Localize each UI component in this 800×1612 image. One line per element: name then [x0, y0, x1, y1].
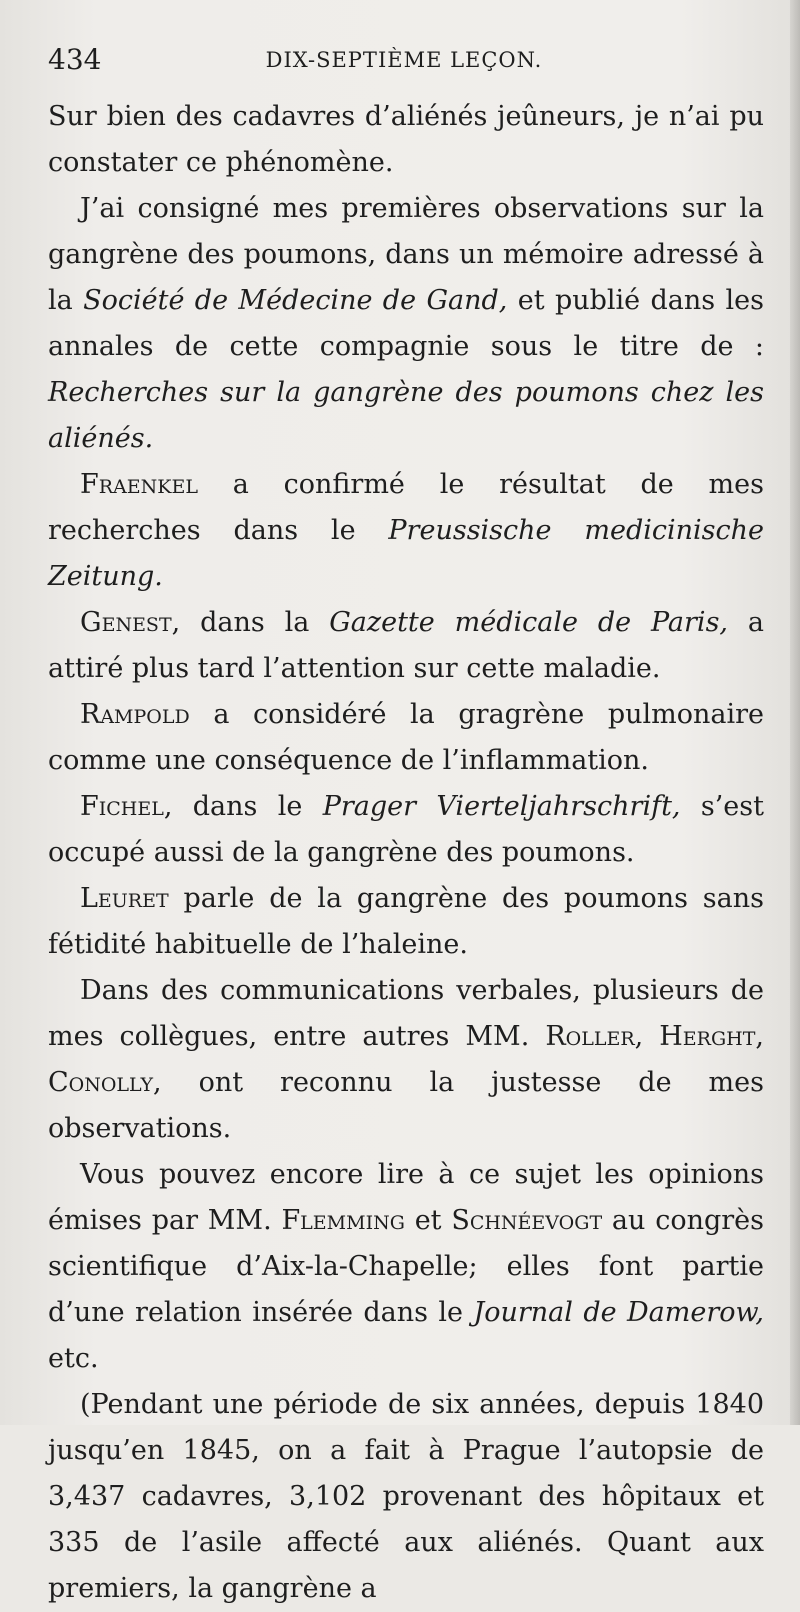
paragraph-text: ,	[755, 1021, 764, 1052]
journal-title: Journal de Damerow,	[473, 1297, 764, 1328]
running-head: DIX-SEPTIÈME LEÇON.	[265, 48, 543, 72]
author-name: Genest	[80, 607, 172, 638]
paragraph-text: au congrès scientifique d’Aix-la-Chapelle; elles font partie d’une relation insérée dans le	[48, 1205, 764, 1328]
author-name: Fraenkel	[80, 469, 198, 500]
paragraph-5	[48, 692, 764, 784]
paragraph-text: Dans des communications verbales, plusieurs de mes collègues, entre autres MM.	[48, 975, 764, 1052]
paragraph-text: ,	[634, 1021, 660, 1052]
paragraph-text: , dans le	[163, 791, 323, 822]
author-name: Fichel	[80, 791, 164, 822]
paragraph-text: , ont reconnu la justesse de mes observations.	[48, 1067, 764, 1144]
paragraph-1	[48, 94, 764, 186]
paragraph-10	[48, 1382, 764, 1612]
page-header	[48, 40, 760, 80]
journal-title: Société de Médecine de Gand,	[83, 285, 508, 316]
paragraph-2	[48, 186, 764, 462]
author-name: Roller	[545, 1021, 635, 1052]
paragraph-text: a attiré plus tard l’attention sur cette maladie.	[48, 607, 764, 684]
paragraph-text: a considéré la gragrène pulmonaire comme une conséquence de l’inflammation.	[48, 699, 764, 776]
paragraph-4	[48, 600, 764, 692]
journal-title: Gazette médicale de Paris,	[329, 607, 729, 638]
paragraph-text: Sur bien des cadavres d’aliénés jeûneurs, je n’ai pu constater ce phénomène.	[48, 101, 764, 178]
paragraph-6	[48, 784, 764, 876]
page-number: 434	[48, 43, 102, 76]
author-name: Leuret	[80, 883, 169, 914]
paragraph-text: parle de la gangrène des poumons sans fétidité habituelle de l’haleine.	[48, 883, 764, 960]
paragraph-text: s’est occupé aussi de la gangrène des poumons.	[48, 791, 764, 868]
author-name: Schnéevogt	[451, 1205, 603, 1236]
journal-title: Prager Vierteljahrschrift,	[322, 791, 681, 822]
paragraph-3	[48, 462, 764, 600]
paragraph-8	[48, 968, 764, 1152]
journal-title: Preussische medicinische Zeitung.	[48, 515, 764, 592]
paragraph-text: et publié dans les annales de cette compagnie sous le titre de :	[48, 285, 764, 362]
memoir-title: Recherches sur la gangrène des poumons chez les aliénés.	[48, 377, 764, 454]
paragraph-text: et	[404, 1205, 452, 1236]
body-text	[48, 94, 764, 1612]
page-edge-shadow	[790, 0, 800, 1425]
paragraph-7	[48, 876, 764, 968]
author-name: Rampold	[80, 699, 190, 730]
paragraph-text: a confirmé le résultat de mes recherches dans le	[48, 469, 764, 546]
author-name: Herght	[659, 1021, 756, 1052]
paragraph-text: Vous pouvez encore lire à ce sujet les opinions émises par MM.	[48, 1159, 764, 1236]
author-name: Conolly	[48, 1067, 153, 1098]
paragraph-text: J’ai consigné mes premières observations sur la gangrène des poumons, dans un mémoire adressé à la	[48, 193, 764, 316]
paragraph-text: (Pendant une période de six années, depuis 1840 jusqu’en 1845, on a fait à Prague l’autopsie de 3,437 cadavres, 3,102 provenant des hôpitaux et 335 de l’asile affecté aux aliénés. Quant aux premiers, la gangrène a	[48, 1389, 764, 1604]
paragraph-9	[48, 1152, 764, 1382]
paragraph-text: etc.	[48, 1343, 99, 1374]
author-name: Flemming	[281, 1205, 405, 1236]
paragraph-text: , dans la	[171, 607, 330, 638]
